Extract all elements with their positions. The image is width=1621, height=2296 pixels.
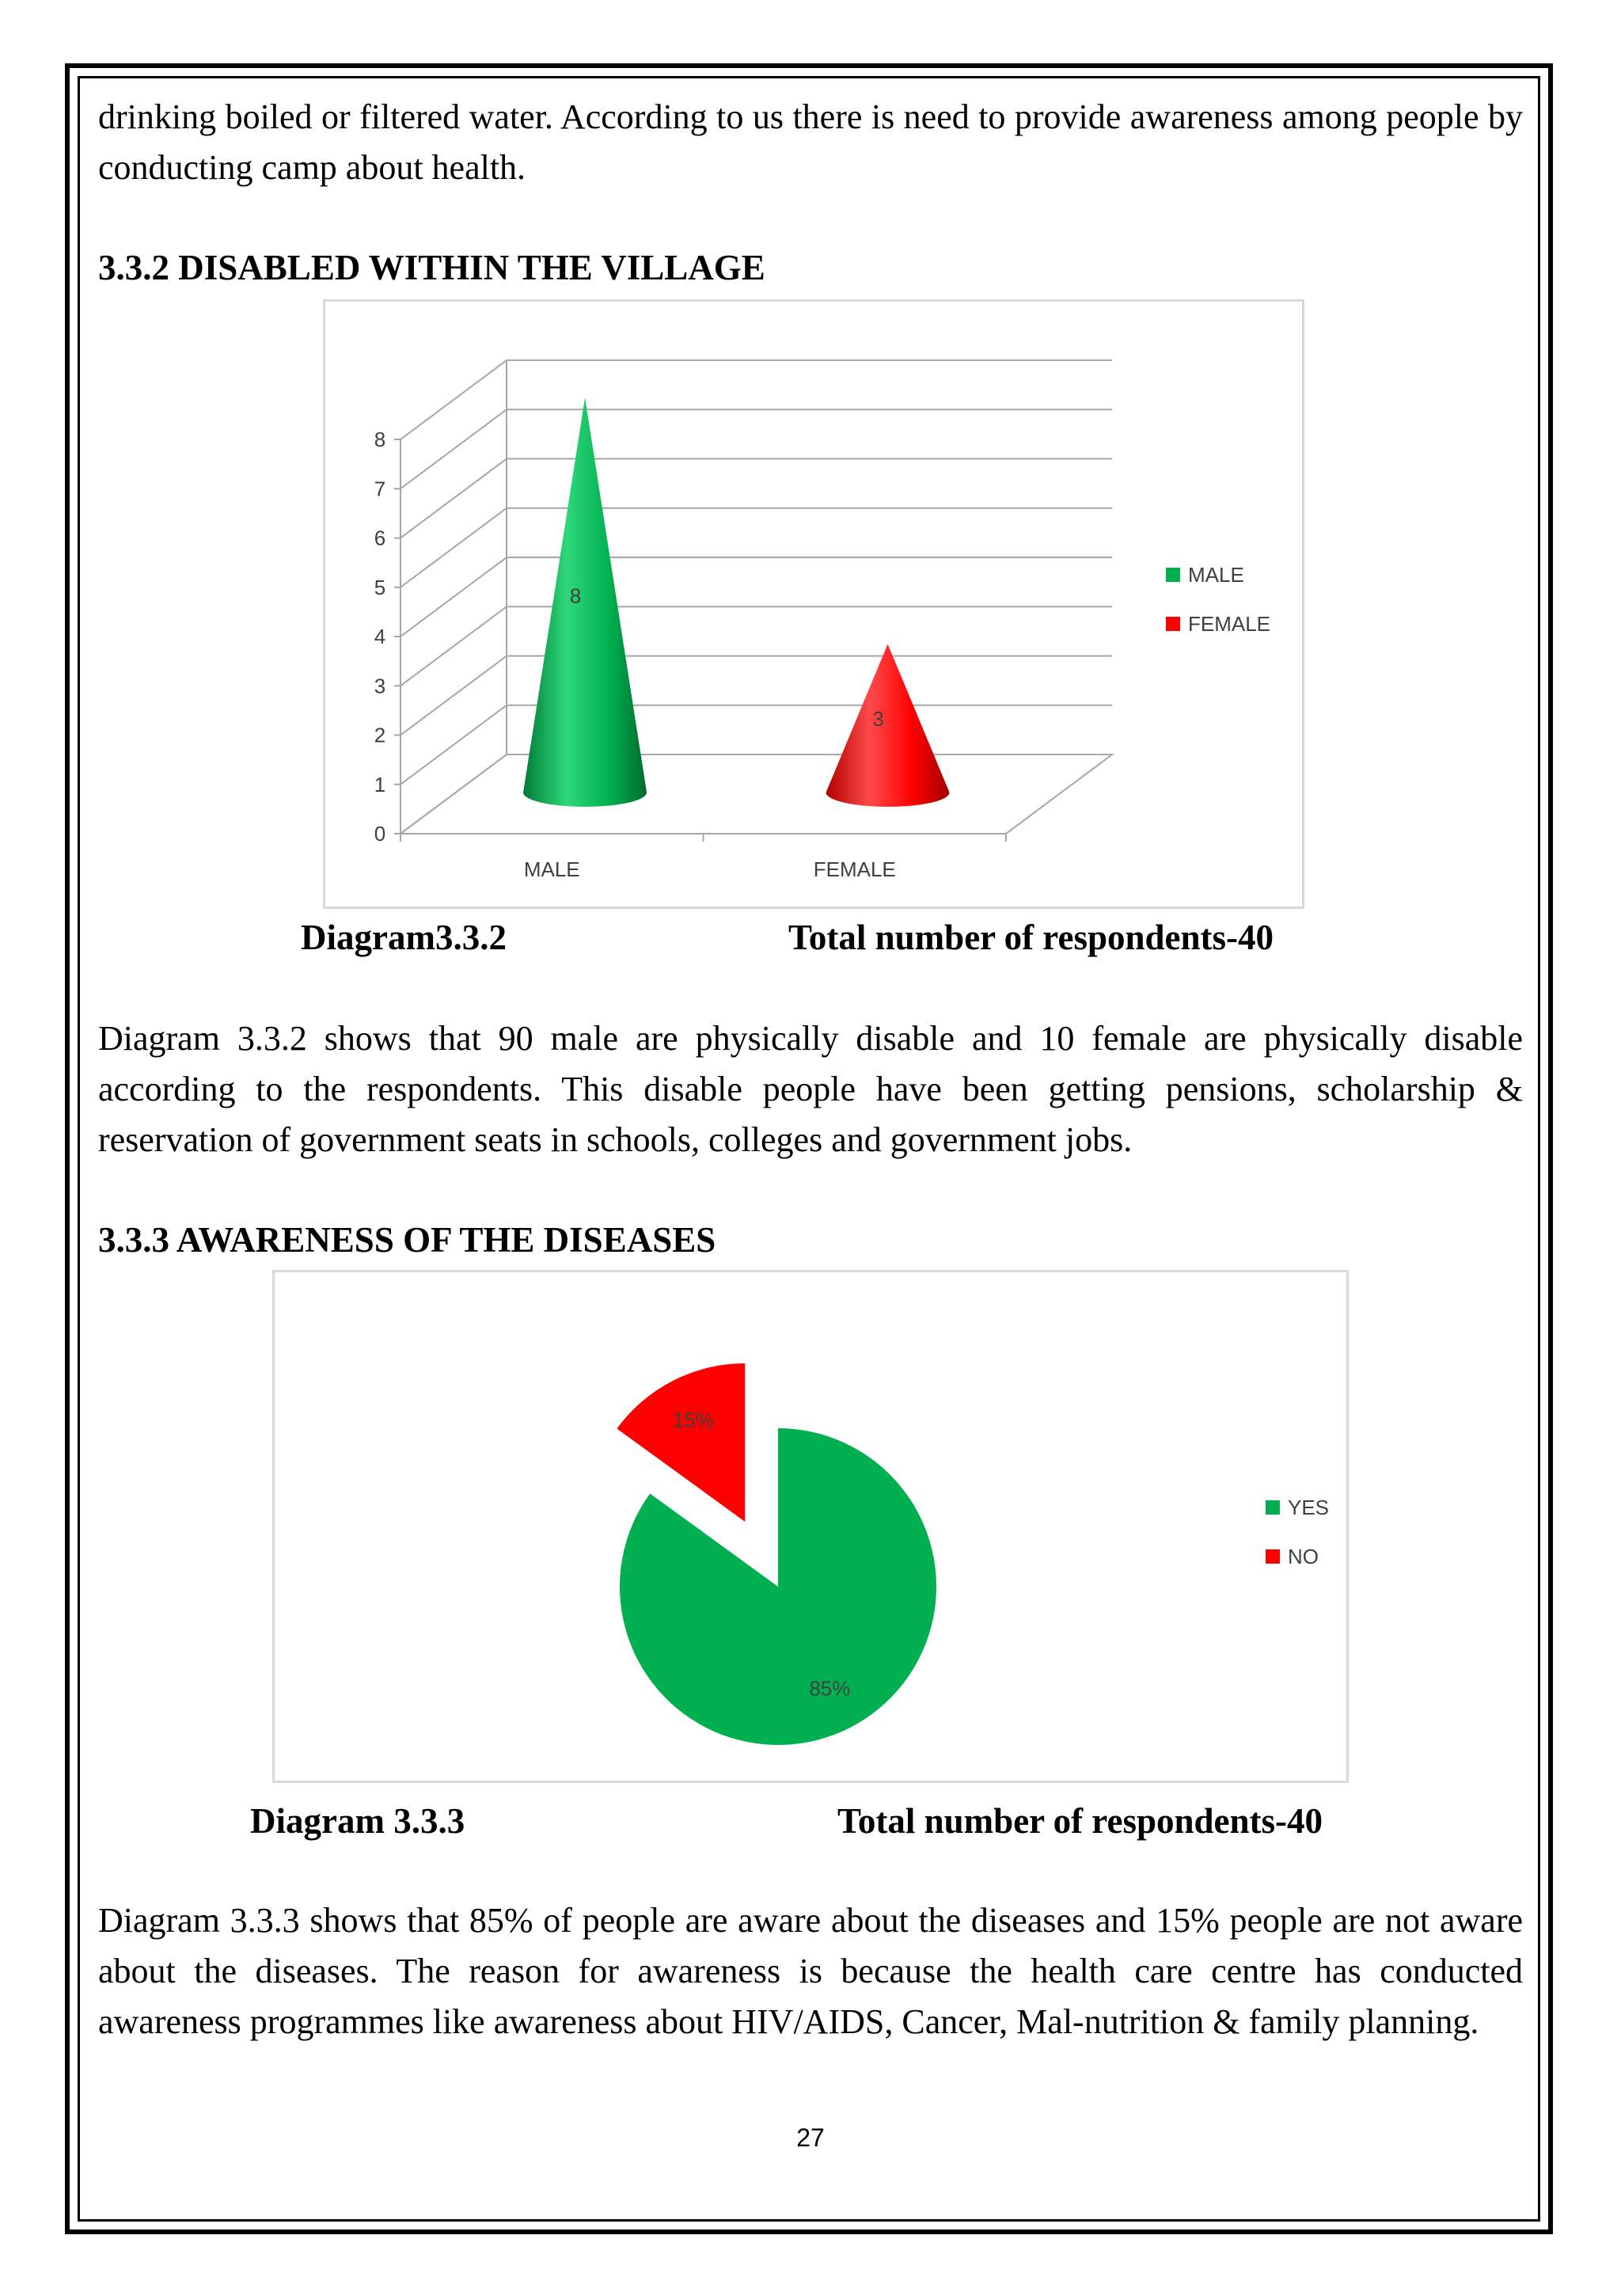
pie-data-label: 85% <box>809 1676 851 1701</box>
y-tick-label: 0 <box>374 822 386 846</box>
legend-label: FEMALE <box>1188 612 1271 636</box>
section-heading-disabled: 3.3.2 DISABLED WITHIN THE VILLAGE <box>98 248 765 287</box>
diagram-333-caption: Diagram 3.3.3 <box>250 1801 465 1841</box>
gridline <box>401 755 1112 834</box>
y-tick-label: 7 <box>374 477 386 501</box>
y-tick-label: 3 <box>374 674 386 698</box>
legend-swatch <box>1266 1549 1280 1564</box>
y-tick-label: 5 <box>374 575 386 599</box>
page-number: 27 <box>796 2123 825 2152</box>
respondents-333-caption: Total number of respondents-40 <box>837 1801 1323 1841</box>
pie-plot-area <box>617 1363 1329 1745</box>
cone-data-label: 3 <box>872 707 884 732</box>
cone-bar-female <box>826 644 950 807</box>
disabled-paragraph: Diagram 3.3.2 shows that 90 male are physically disable and 10 female are physically disable according to the respondents. This disable people have been getting pensions, scholarship & reservation of government seats in schools, colleges and government jobs. <box>98 1019 1523 1159</box>
x-tick-label: MALE <box>523 857 580 881</box>
y-tick-label: 8 <box>374 428 386 451</box>
diagram-332-caption: Diagram3.3.2 <box>301 918 507 957</box>
legend-swatch <box>1166 568 1180 582</box>
awareness-paragraph: Diagram 3.3.3 shows that 85% of people are aware about the diseases and 15% people are not aware about the diseases. The reason for awareness is because the health care centre has conducted awareness programmes like awareness about HIV/AIDS, Cancer, Mal-nutrition & family planning. <box>98 1901 1523 2041</box>
legend-swatch <box>1266 1500 1280 1515</box>
pie-slice-no <box>617 1363 745 1522</box>
y-tick-label: 1 <box>374 772 386 796</box>
pie-data-label: 15% <box>672 1408 714 1432</box>
legend-label: MALE <box>1188 563 1244 587</box>
x-tick-label: FEMALE <box>813 857 896 881</box>
y-tick-label: 6 <box>374 526 386 550</box>
awareness-pie-chart <box>272 1270 1349 1783</box>
chart-floor <box>401 755 1112 834</box>
pie-slice-yes <box>620 1428 936 1745</box>
disabled-cone-chart <box>323 299 1304 909</box>
section-heading-awareness: 3.3.3 AWARENESS OF THE DISEASES <box>98 1220 716 1260</box>
pie-chart-svg <box>275 1272 1351 1785</box>
legend-swatch <box>1166 617 1180 631</box>
cone-plot-area <box>374 360 1270 881</box>
respondents-332-caption: Total number of respondents-40 <box>788 918 1274 957</box>
legend-label: YES <box>1288 1496 1330 1519</box>
cone-data-label: 8 <box>569 584 582 608</box>
y-tick-label: 2 <box>374 723 386 747</box>
legend-label: NO <box>1288 1545 1319 1568</box>
y-tick-label: 4 <box>374 625 386 648</box>
intro-paragraph: drinking boiled or filtered water. According to us there is need to provide awareness among people by conducting camp about health. <box>98 97 1523 187</box>
cone-chart-svg <box>325 302 1307 911</box>
